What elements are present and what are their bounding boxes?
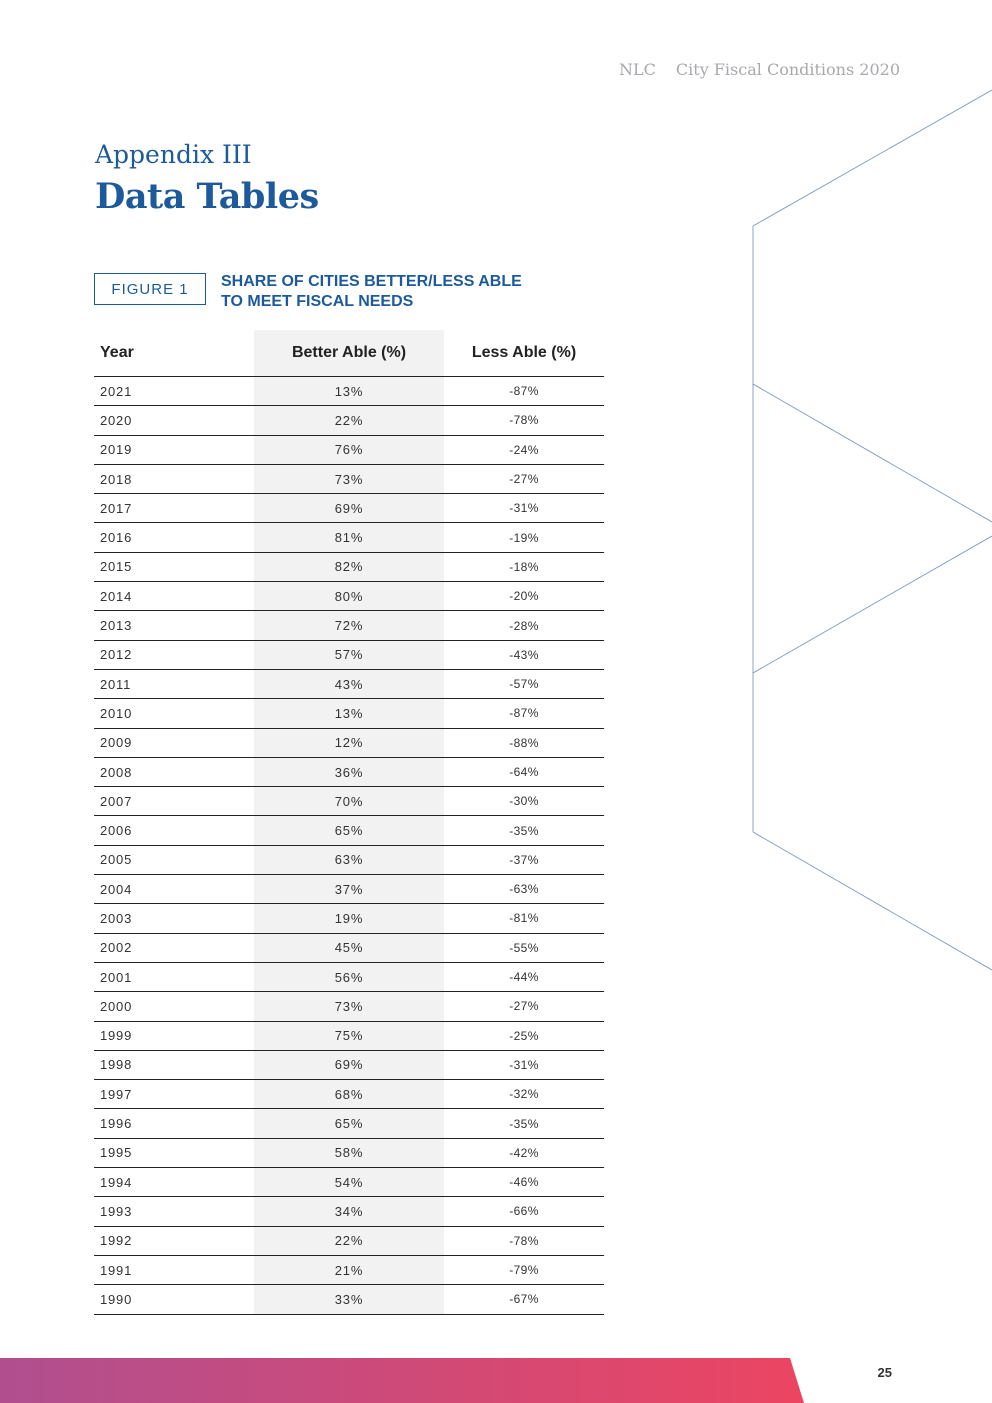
cell-less-able: -27% <box>509 472 539 487</box>
table-row <box>94 377 604 406</box>
table-row <box>94 1139 604 1168</box>
table-row <box>94 494 604 523</box>
cell-less-able: -66% <box>509 1204 539 1219</box>
table-row <box>94 523 604 552</box>
cell-less-able: -57% <box>509 677 539 692</box>
table-row <box>94 641 604 670</box>
cell-year: 1996 <box>100 1116 133 1132</box>
cell-better-able: 68% <box>254 1080 444 1108</box>
table-row <box>94 1109 604 1138</box>
cell-better-able: 73% <box>254 465 444 493</box>
cell-less-able: -18% <box>509 559 539 574</box>
cell-year: 1995 <box>100 1145 133 1161</box>
cell-better-able: 36% <box>254 758 444 786</box>
cell-better-able: 58% <box>254 1139 444 1167</box>
table-row <box>94 904 604 933</box>
table-row <box>94 846 604 875</box>
cell-less-able: -35% <box>509 1116 539 1131</box>
table-row <box>94 875 604 904</box>
table-row <box>94 787 604 816</box>
cell-better-able: 56% <box>254 963 444 991</box>
cell-less-able: -88% <box>509 735 539 750</box>
table-row <box>94 1285 604 1314</box>
cell-year: 2016 <box>100 530 133 546</box>
cell-year: 2006 <box>100 823 133 839</box>
cell-better-able: 22% <box>254 406 444 434</box>
column-header-less-able: Less Able (%) <box>471 344 577 361</box>
table-row <box>94 553 604 582</box>
cell-less-able: -64% <box>509 765 539 779</box>
figure-title-line-2: TO MEET FISCAL NEEDS <box>221 293 414 310</box>
cell-better-able: 65% <box>254 816 444 844</box>
table-header-row <box>94 330 604 377</box>
cell-less-able: -25% <box>509 1028 539 1043</box>
table-row <box>94 1022 604 1051</box>
table-row <box>94 816 604 845</box>
table-row <box>94 934 604 963</box>
column-header-better-able: Better Able (%) <box>291 344 407 361</box>
cell-year: 2007 <box>100 793 133 809</box>
table-row <box>94 1197 604 1226</box>
cell-better-able: 70% <box>254 787 444 815</box>
header-org: NLC <box>619 60 656 79</box>
header-publication: City Fiscal Conditions 2020 <box>675 60 900 79</box>
table-row <box>94 1168 604 1197</box>
cell-better-able: 82% <box>254 553 444 581</box>
cell-year: 1998 <box>100 1057 133 1073</box>
appendix-label: Appendix III <box>95 140 252 169</box>
cell-better-able: 69% <box>254 494 444 522</box>
cell-year: 2008 <box>100 764 133 780</box>
page-title: Data Tables <box>95 176 319 217</box>
figure-title-line-1: SHARE OF CITIES BETTER/LESS ABLE <box>221 273 522 290</box>
cell-year: 2009 <box>100 735 133 751</box>
cell-better-able: 45% <box>254 934 444 962</box>
table-row <box>94 582 604 611</box>
cell-year: 2011 <box>100 676 132 692</box>
cell-less-able: -78% <box>509 413 539 428</box>
cell-better-able: 34% <box>254 1197 444 1225</box>
cell-less-able: -31% <box>509 501 539 516</box>
cell-less-able: -78% <box>509 1233 539 1248</box>
cell-better-able: 33% <box>254 1285 444 1313</box>
cell-year: 2000 <box>100 998 133 1014</box>
data-table <box>94 330 604 1315</box>
cell-year: 2013 <box>100 618 133 634</box>
cell-better-able: 19% <box>254 904 444 932</box>
table-row <box>94 699 604 728</box>
cell-better-able: 72% <box>254 611 444 639</box>
cell-less-able: -24% <box>509 442 539 457</box>
cell-year: 2018 <box>100 471 133 487</box>
cell-less-able: -32% <box>509 1087 539 1102</box>
cell-year: 2017 <box>100 500 133 516</box>
cell-year: 2004 <box>100 881 133 897</box>
cell-less-able: -27% <box>509 999 539 1014</box>
table-body <box>94 377 604 1315</box>
cell-less-able: -44% <box>509 970 539 985</box>
table-row <box>94 758 604 787</box>
table-row <box>94 1227 604 1256</box>
cell-year: 2001 <box>100 969 133 985</box>
cell-less-able: -67% <box>509 1292 539 1307</box>
cell-less-able: -37% <box>509 852 539 867</box>
cell-better-able: 43% <box>254 670 444 698</box>
figure-label: FIGURE 1 <box>94 273 206 305</box>
cell-better-able: 69% <box>254 1051 444 1079</box>
cell-less-able: -30% <box>509 794 539 809</box>
cell-year: 2002 <box>100 940 133 956</box>
cell-year: 2005 <box>100 852 133 868</box>
page-number: 25 <box>877 1365 892 1380</box>
table-row <box>94 611 604 640</box>
cell-year: 2014 <box>100 588 133 604</box>
cell-better-able: 65% <box>254 1109 444 1137</box>
cell-less-able: -20% <box>509 589 539 604</box>
cell-better-able: 80% <box>254 582 444 610</box>
table-row <box>94 406 604 435</box>
cell-less-able: -43% <box>509 647 539 662</box>
table-row <box>94 963 604 992</box>
cell-less-able: -31% <box>509 1057 539 1072</box>
cell-better-able: 75% <box>254 1022 444 1050</box>
table-row <box>94 992 604 1021</box>
table-row <box>94 465 604 494</box>
table-row <box>94 729 604 758</box>
table-row <box>94 1051 604 1080</box>
cell-less-able: -28% <box>509 618 539 633</box>
table-row <box>94 1256 604 1285</box>
table-row <box>94 1080 604 1109</box>
cell-better-able: 13% <box>254 377 444 405</box>
cell-better-able: 81% <box>254 523 444 551</box>
cell-year: 2021 <box>100 383 133 399</box>
footer-gradient-band <box>0 1358 992 1403</box>
table-row <box>94 670 604 699</box>
cell-better-able: 54% <box>254 1168 444 1196</box>
cell-less-able: -42% <box>509 1145 539 1160</box>
cell-year: 1991 <box>100 1262 133 1278</box>
figure-title <box>221 272 581 312</box>
cell-better-able: 13% <box>254 699 444 727</box>
cell-less-able: -81% <box>509 911 539 926</box>
cell-better-able: 21% <box>254 1256 444 1284</box>
cell-year: 1992 <box>100 1233 133 1249</box>
cell-less-able: -46% <box>509 1175 539 1190</box>
table-row <box>94 436 604 465</box>
cell-year: 2020 <box>100 412 133 428</box>
cell-year: 1999 <box>100 1028 133 1044</box>
cell-less-able: -55% <box>509 940 539 955</box>
cell-year: 1997 <box>100 1086 133 1102</box>
cell-year: 2012 <box>100 647 133 663</box>
cell-better-able: 76% <box>254 436 444 464</box>
cell-year: 2010 <box>100 705 133 721</box>
cell-year: 2019 <box>100 442 133 458</box>
cell-less-able: -79% <box>509 1263 539 1278</box>
cell-less-able: -63% <box>509 882 539 897</box>
cell-better-able: 57% <box>254 641 444 669</box>
cell-year: 2003 <box>100 910 133 926</box>
cell-better-able: 63% <box>254 846 444 874</box>
cell-less-able: -19% <box>509 530 539 545</box>
cell-better-able: 12% <box>254 729 444 757</box>
cell-year: 1990 <box>100 1291 133 1307</box>
cell-year: 2015 <box>100 559 133 575</box>
cell-year: 1993 <box>100 1203 133 1219</box>
cell-year: 1994 <box>100 1174 133 1190</box>
cell-better-able: 73% <box>254 992 444 1020</box>
cell-less-able: -35% <box>509 823 539 838</box>
cell-less-able: -87% <box>509 706 539 721</box>
cell-better-able: 37% <box>254 875 444 903</box>
cell-better-able: 22% <box>254 1227 444 1255</box>
column-header-year: Year <box>100 344 134 361</box>
cell-less-able: -87% <box>509 384 539 399</box>
